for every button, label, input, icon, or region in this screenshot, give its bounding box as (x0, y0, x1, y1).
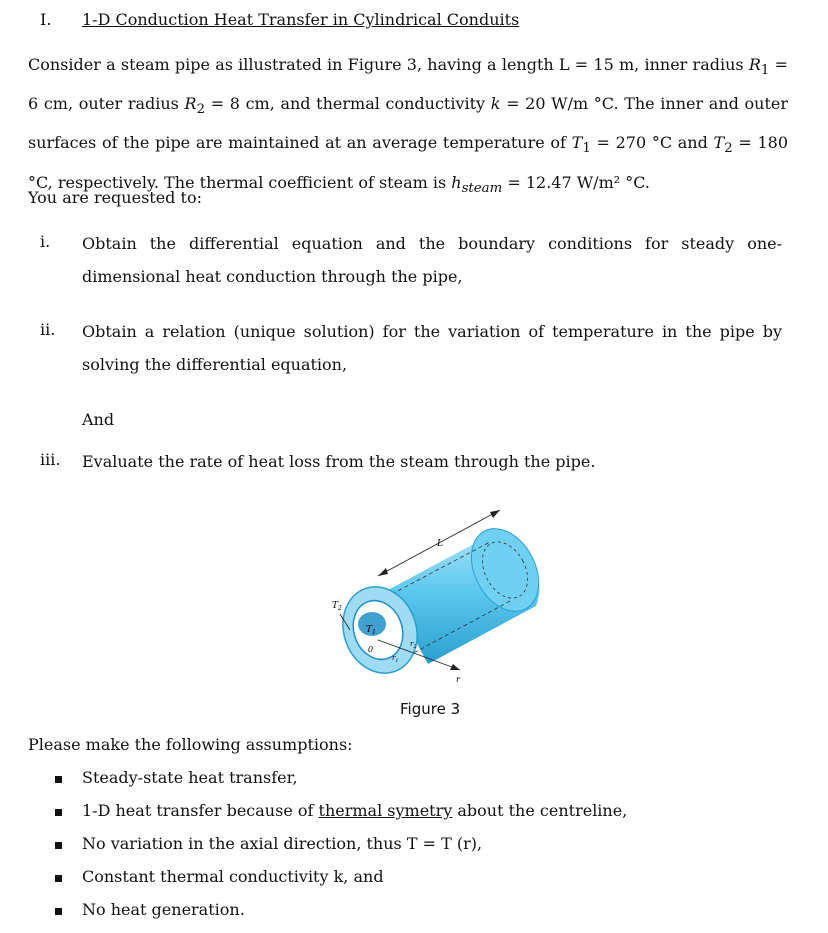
problem-text-7: = 12.47 W/m² °C. (502, 172, 650, 192)
figure-caption: Figure 3 (400, 700, 461, 718)
r2-symbol: R (184, 94, 197, 114)
h-subscript: steam (461, 180, 503, 196)
problem-text-1: Consider a steam pipe as illustrated in Figure 3, having a length L = 15 m, inner radius (28, 55, 749, 74)
bullet-icon (55, 809, 62, 816)
label-r1: $r_1$ (392, 654, 399, 664)
requested-label: You are requested to: (28, 188, 202, 207)
assumptions-label: Please make the following assumptions: (28, 735, 353, 754)
pipe-figure (300, 490, 560, 690)
assumption-item: No variation in the axial direction, thus T = T (r), (82, 834, 483, 853)
request-text: Obtain the differential equation and the boundary conditions for steady one-dimensional heat conduction through the pipe, (82, 234, 782, 286)
request-text: Obtain a relation (unique solution) for the variation of temperature in the pipe by solving the differential equation, (82, 322, 782, 374)
request-and: And (82, 410, 115, 429)
label-r2: $r_2$ (410, 640, 417, 650)
label-L: L (437, 539, 443, 549)
assumption-item: 1-D heat transfer because of thermal symetry about the centreline, (82, 801, 628, 820)
k-symbol: k (490, 94, 501, 114)
bullet-icon (55, 776, 62, 783)
section-number: I. (40, 10, 52, 29)
request-number: iii. (40, 450, 61, 469)
arrow-head (378, 568, 388, 576)
label-T2: $T_2$ (332, 601, 342, 612)
request-text: Evaluate the rate of heat loss from the steam through the pipe. (82, 452, 596, 471)
assumption-item: Constant thermal conductivity k, and (82, 867, 384, 886)
bullet-icon (55, 842, 62, 849)
label-T1: $T_1$ (366, 625, 376, 636)
bullet-icon (55, 875, 62, 882)
bullet-icon (55, 908, 62, 915)
r1-symbol: R (748, 55, 761, 74)
request-number: i. (40, 232, 51, 251)
problem-paragraph (28, 48, 788, 205)
problem-text-5: = 270 °C and (590, 133, 714, 153)
t1-symbol: T (571, 133, 583, 153)
assumption-item: No heat generation. (82, 900, 245, 919)
label-origin: 0 (368, 645, 374, 654)
problem-text-4: = 20 W/m °C. The inner and outer surfaces of the pipe are maintained at an average temperature of (28, 94, 788, 153)
t1-subscript: 1 (582, 141, 591, 157)
request-number: ii. (40, 320, 56, 339)
problem-text-2: = 6 cm, outer radius (28, 55, 788, 114)
r2-subscript: 2 (196, 102, 206, 118)
t2-symbol: T (713, 133, 725, 153)
t2-subscript: 2 (724, 141, 733, 157)
label-r: r (456, 675, 460, 684)
section-title: 1-D Conduction Heat Transfer in Cylindrical Conduits (82, 10, 520, 29)
assumption-item: Steady-state heat transfer, (82, 768, 298, 787)
h-symbol: h (451, 172, 462, 192)
arrow-head (450, 664, 460, 670)
problem-text-6: = 180 °C, respectively. The thermal coefficient of steam is (28, 133, 789, 192)
problem-text-3: = 8 cm, and thermal conductivity (205, 94, 491, 114)
arrow-head (490, 510, 500, 518)
r1-subscript: 1 (760, 63, 770, 79)
